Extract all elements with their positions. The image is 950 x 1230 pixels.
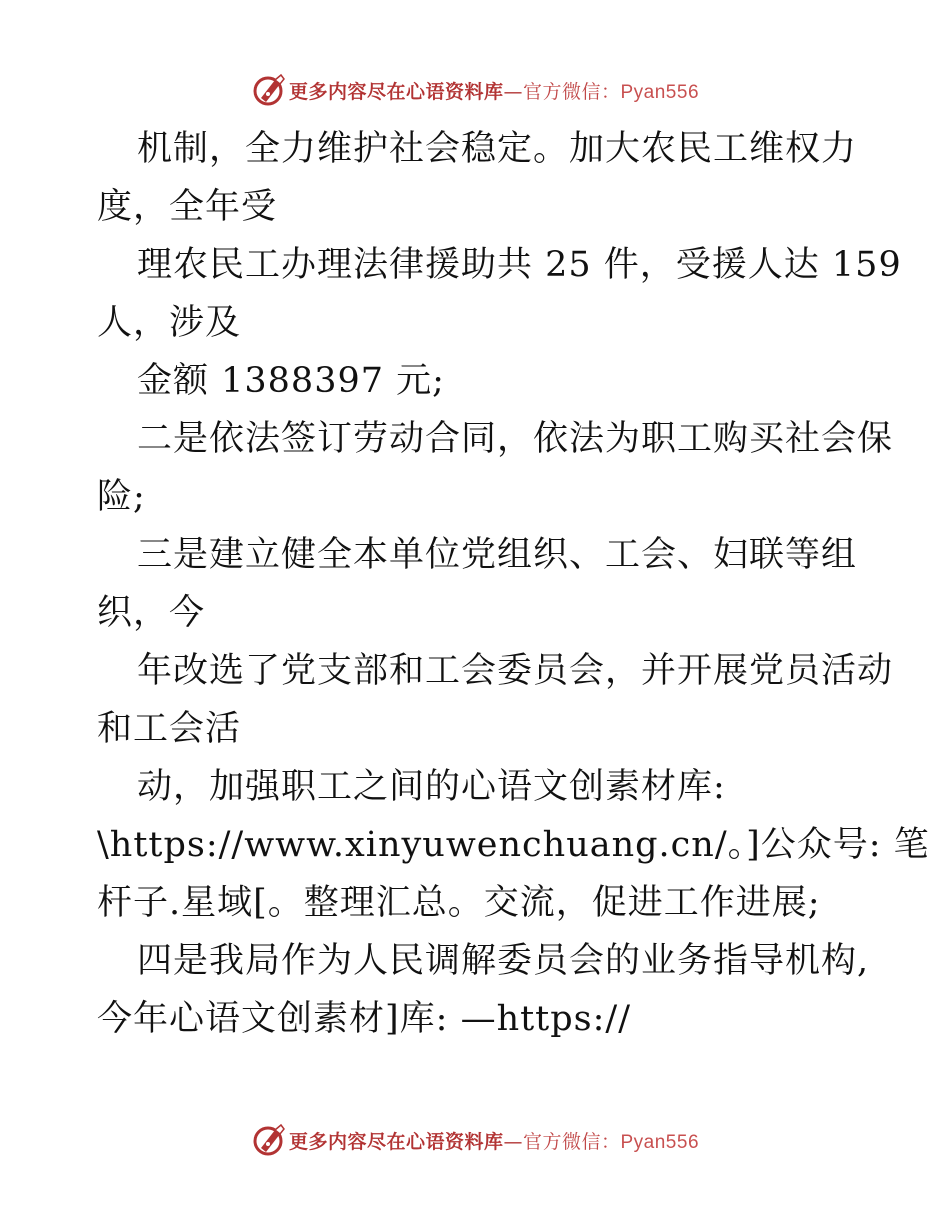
pen-nib-logo-icon [251,72,287,108]
text-line: 和工会活 [97,709,242,749]
text-line: 三是建立健全本单位党组织、工会、妇联等组 [137,535,858,575]
footer-banner-text [289,1127,699,1154]
pen-nib-logo-icon [251,1122,287,1158]
footer-banner-handle: Pyan556 [620,1131,700,1153]
header-banner-wechat-label: 官方微信： [522,80,621,103]
text-line: 二是依法签订劳动合同，依法为职工购买社会保 [137,419,894,459]
text-line: 理农民工办理法律援助共 25 件，受援人达 159 [137,245,902,285]
header-banner-text [289,77,699,104]
text-line: 人，涉及 [97,303,242,343]
header-banner [0,68,950,112]
footer-banner-lead: 更多内容尽在心语资料库 [288,1130,504,1153]
footer-banner [0,1118,950,1162]
text-line: 年改选了党支部和工会委员会，并开展党员活动 [137,651,894,691]
footer-banner-wechat-label: 官方微信： [522,1130,621,1153]
document-body [97,120,930,1048]
text-line: 织，今 [97,593,206,633]
footer-banner-separator: — [503,1130,523,1153]
text-line: 今年心语文创素材]库: —https:// [97,999,631,1039]
text-line: 金额 1388397 元; [137,361,445,401]
text-line: 动，加强职工之间的心语文创素材库: [137,767,726,807]
text-line: 四是我局作为人民调解委员会的业务指导机构, [137,941,870,981]
text-line: 机制，全力维护社会稳定。加大农民工维权力 [137,129,858,169]
text-line: \https://www.xinyuwenchuang.cn/。]公众号: 笔 [97,825,930,865]
text-line: 杆子.星域[。整理汇总。交流，促进工作进展; [97,883,821,923]
header-banner-handle: Pyan556 [620,81,700,103]
text-line: 度，全年受 [97,187,278,227]
text-line: 险; [97,477,146,517]
header-banner-separator: — [503,80,523,103]
header-banner-lead: 更多内容尽在心语资料库 [288,80,504,103]
